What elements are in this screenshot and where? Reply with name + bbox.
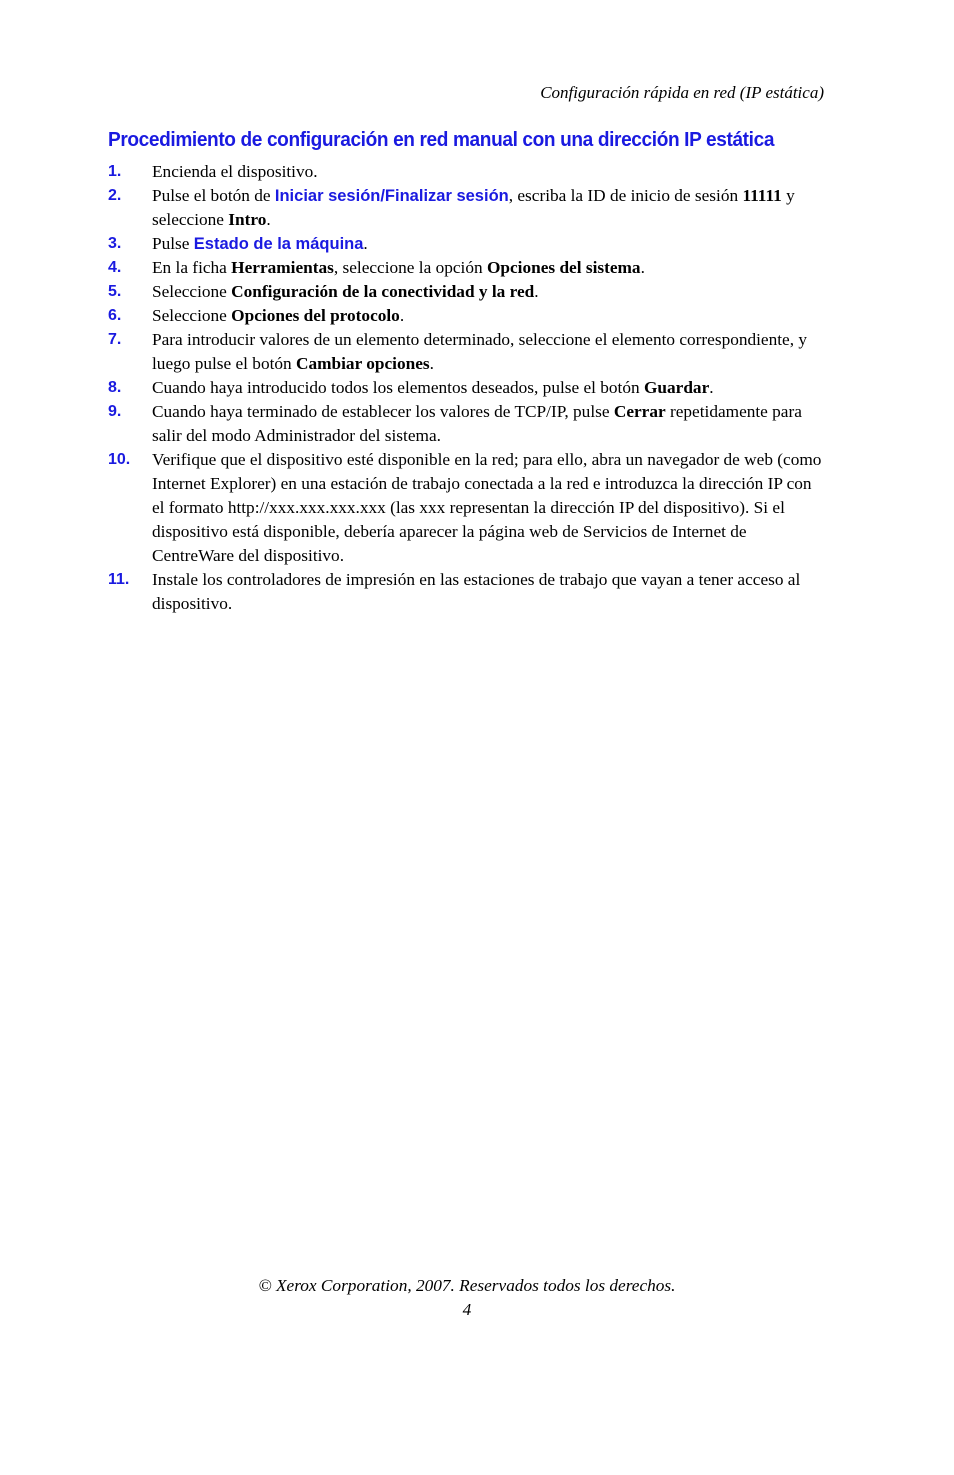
step-text: .	[429, 354, 434, 373]
running-header: Configuración rápida en red (IP estática)	[540, 83, 824, 102]
step-number: 11.	[108, 571, 130, 588]
step-number: 7.	[108, 331, 122, 348]
step-text: Seleccione	[152, 282, 232, 301]
steps-list	[108, 160, 828, 616]
step-text: Pulse el botón de	[152, 186, 275, 205]
step-text: y seleccione	[152, 186, 795, 229]
list-item	[108, 184, 828, 232]
step-text: .	[640, 258, 645, 277]
list-item	[108, 280, 828, 304]
step-text: Seleccione	[152, 306, 232, 325]
ui-term-network-config: Configuración de la conectividad y la red	[231, 282, 535, 301]
step-text: Pulse	[152, 234, 194, 253]
step-text: Verifique que el dispositivo esté disponible en la red; para ello, abra un navegador de web (como Internet Explorer) en una estación de trabajo conectada a la red e introduzca la dirección IP con el formato http://xxx.xxx.xxx.xxx (las xxx representan la dirección IP del dispositivo). Si el dispositivo está disponible, debería aparecer la página web de Servicios de Internet de CentreWare del dispositivo.	[152, 450, 822, 565]
list-item	[108, 376, 828, 400]
list-item	[108, 400, 828, 448]
section-title: Procedimiento de configuración en red manual con una dirección IP estática	[108, 128, 775, 151]
ui-term-intro: Intro	[228, 210, 267, 229]
step-text: .	[363, 234, 368, 253]
step-number: 6.	[108, 307, 122, 324]
list-item	[108, 232, 828, 256]
step-text: .	[399, 306, 405, 325]
list-item	[108, 328, 828, 376]
step-number: 8.	[108, 379, 122, 396]
step-text: Cuando haya introducido todos los elementos deseados, pulse el botón	[152, 378, 644, 397]
ui-term-protocol-options: Opciones del protocolo	[231, 306, 400, 325]
list-item	[108, 568, 828, 616]
ui-term-change-settings: Cambiar opciones	[296, 354, 430, 373]
step-number: 2.	[108, 187, 122, 204]
list-item	[108, 160, 828, 184]
step-number: 5.	[108, 283, 122, 300]
step-text: repetidamente para salir del modo Administrador del sistema.	[152, 402, 802, 445]
ui-term-tools: Herramientas	[231, 258, 334, 277]
page-footer	[0, 1274, 934, 1322]
step-number: 1.	[108, 163, 122, 180]
step-text: En la ficha	[152, 258, 232, 277]
copyright-notice: © Xerox Corporation, 2007. Reservados todos los derechos.	[258, 1276, 676, 1295]
step-text: .	[534, 282, 539, 301]
step-text: Cuando haya terminado de establecer los valores de TCP/IP, pulse	[152, 402, 614, 421]
step-text: .	[709, 378, 714, 397]
list-item	[108, 256, 828, 280]
list-item	[108, 448, 828, 568]
ui-term-system-options: Opciones del sistema	[486, 258, 641, 277]
step-number: 3.	[108, 235, 122, 252]
ui-label-login-logout: Iniciar sesión/Finalizar sesión	[274, 187, 509, 205]
step-number: 10.	[108, 451, 131, 468]
step-text: Instale los controladores de impresión en las estaciones de trabajo que vayan a tener acceso al dispositivo.	[152, 570, 801, 613]
list-item	[108, 304, 828, 328]
step-text: , seleccione la opción	[333, 258, 487, 277]
step-number: 9.	[108, 403, 122, 420]
step-text: .	[266, 210, 271, 229]
step-text: , escriba la ID de inicio de sesión	[508, 186, 743, 205]
ui-term-close: Cerrar	[613, 402, 666, 421]
ui-term-save: Guardar	[643, 378, 710, 397]
ui-label-machine-status: Estado de la máquina	[193, 235, 364, 253]
login-id: 11111	[742, 186, 782, 205]
page-number: 4	[462, 1300, 472, 1319]
step-text: Para introducir valores de un elemento determinado, seleccione el elemento correspondiente, y luego pulse el botón	[152, 330, 807, 373]
step-text: Encienda el dispositivo.	[152, 162, 318, 181]
step-number: 4.	[108, 259, 122, 276]
